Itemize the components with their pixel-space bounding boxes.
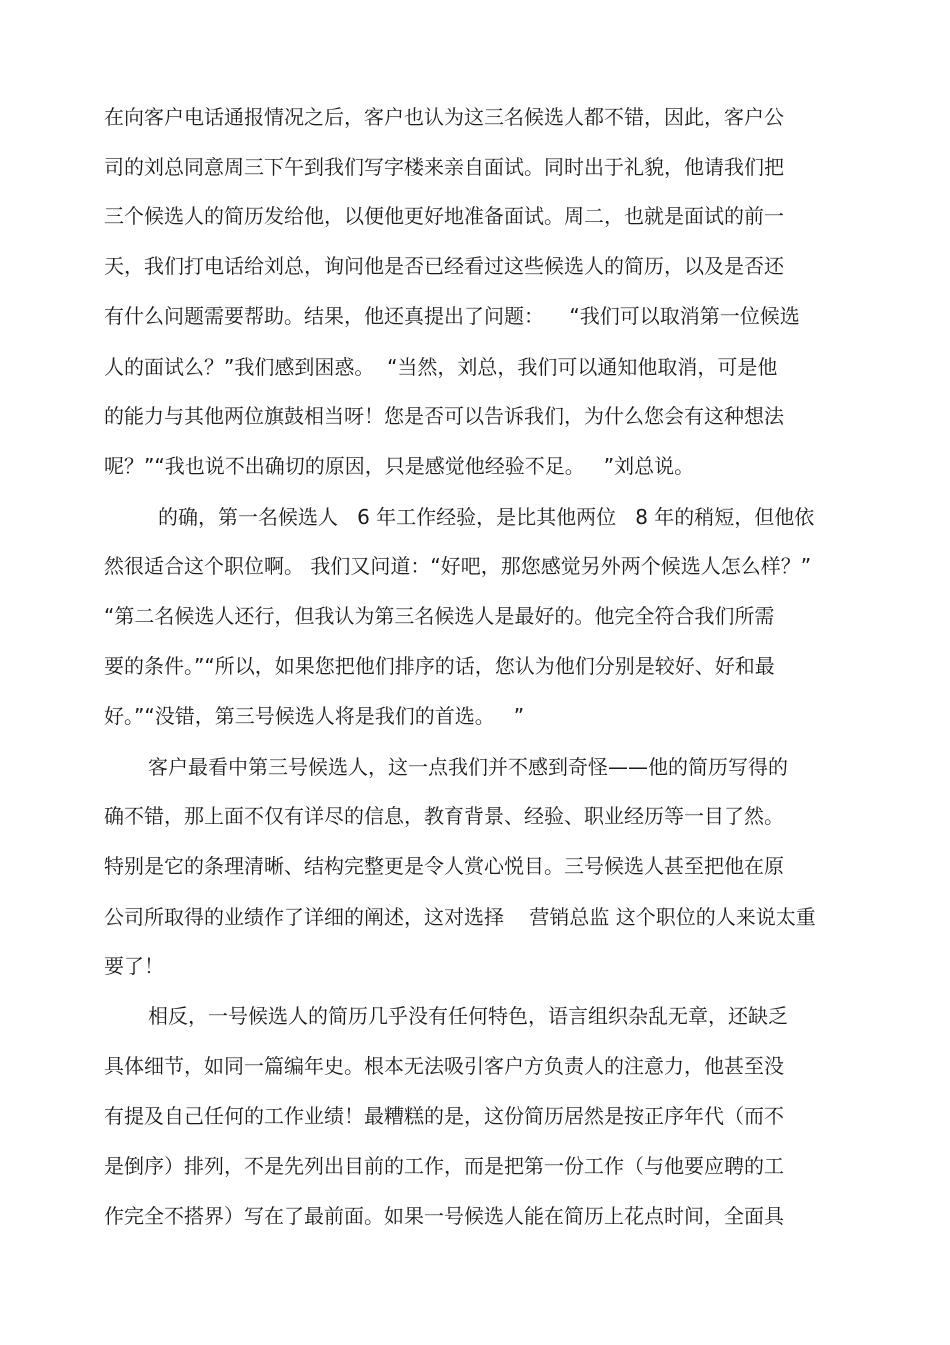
paragraph-line: 确不错，那上面不仅有详尽的信息，教育背景、经验、职业经历等一目了然。 bbox=[104, 804, 784, 828]
paragraph-line: 司的刘总同意周三下午到我们写字楼来亲自面试。同时出于礼貌，他请我们把 bbox=[104, 155, 784, 179]
paragraph-line: 客户最看中第三号候选人，这一点我们并不感到奇怪——他的简历写得的 bbox=[148, 755, 788, 779]
paragraph-line: 呢？”“我也说不出确切的原因，只是感觉他经验不足。 ”刘总说。 bbox=[104, 454, 695, 478]
paragraph-line: 好。”“没错，第三号候选人将是我们的首选。 ” bbox=[104, 704, 525, 728]
paragraph-line: 然很适合这个职位啊。 我们又问道：“好吧，那您感觉另外两个候选人怎么样？” bbox=[104, 554, 812, 578]
paragraph-line: 作完全不搭界）写在了最前面。如果一号候选人能在简历上花点时间，全面具 bbox=[104, 1204, 784, 1228]
paragraph-line: 要了！ bbox=[104, 954, 164, 978]
paragraph-line: 三个候选人的简历发给他，以便他更好地准备面试。周二，也就是面试的前一 bbox=[104, 204, 784, 228]
paragraph-line: 有提及自己任何的工作业绩！最糟糕的是，这份简历居然是按正序年代（而不 bbox=[104, 1104, 784, 1128]
paragraph-line: 是倒序）排列，不是先列出目前的工作，而是把第一份工作（与他要应聘的工 bbox=[104, 1154, 784, 1178]
paragraph-line: “第二名候选人还行，但我认为第三名候选人是最好的。他完全符合我们所需 bbox=[104, 604, 775, 628]
paragraph-line: 天，我们打电话给刘总，询问他是否已经看过这些候选人的简历，以及是否还 bbox=[104, 254, 784, 278]
paragraph-line: 有什么问题需要帮助。结果，他还真提出了问题： “我们可以取消第一位候选 bbox=[104, 304, 800, 328]
paragraph-line: 公司所取得的业绩作了详细的阐述，这对选择 营销总监 这个职位的人来说太重 bbox=[104, 905, 816, 929]
paragraph-line: 的确，第一名候选人 6 年工作经验，是比其他两位 8 年的稍短，但他依 bbox=[158, 505, 815, 529]
paragraph-line: 要的条件。”“所以，如果您把他们排序的话，您认为他们分别是较好、好和最 bbox=[104, 654, 775, 678]
paragraph-line: 具体细节，如同一篇编年史。根本无法吸引客户方负责人的注意力，他甚至没 bbox=[104, 1054, 784, 1078]
paragraph-line: 的能力与其他两位旗鼓相当呀！您是否可以告诉我们，为什么您会有这种想法 bbox=[104, 404, 784, 428]
paragraph-line: 人的面试么？”我们感到困惑。 “当然，刘总，我们可以通知他取消，可是他 bbox=[104, 355, 778, 379]
paragraph-line: 相反，一号候选人的简历几乎没有任何特色，语言组织杂乱无章，还缺乏 bbox=[148, 1004, 788, 1028]
paragraph-line: 特别是它的条理清晰、结构完整更是令人赏心悦目。三号候选人甚至把他在原 bbox=[104, 854, 784, 878]
paragraph-line: 在向客户电话通报情况之后，客户也认为这三名候选人都不错，因此，客户公 bbox=[104, 105, 784, 129]
